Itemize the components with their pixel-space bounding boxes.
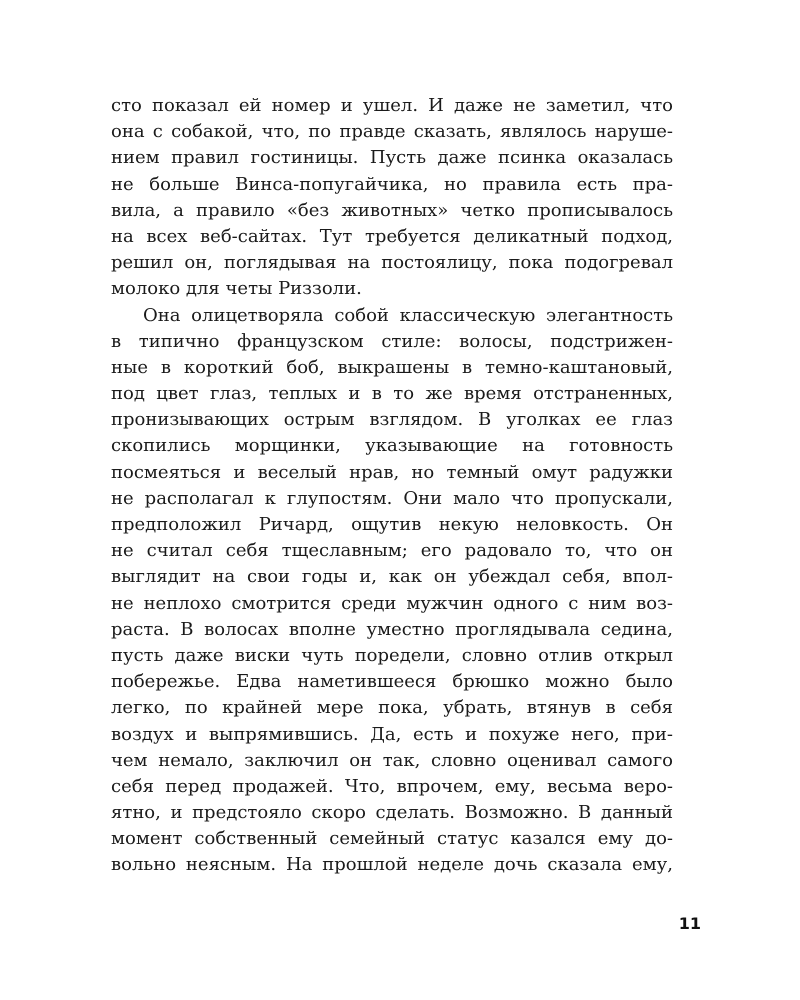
text-line: легко, по крайней мере пока, убрать, втянув в себя (111, 697, 673, 719)
text-line: пронизывающих острым взглядом. В уголках ее глаз (111, 409, 673, 431)
text-line: побережье. Едва наметившееся брюшко можно было (111, 671, 673, 693)
text-line: решил он, поглядывая на постоялицу, пока подогревал (111, 252, 673, 274)
text-line: она с собакой, что, по правде сказать, являлось наруше- (111, 121, 673, 143)
text-line: выглядит на свои годы и, как он убеждал себя, впол- (111, 566, 673, 588)
text-line: посмеяться и веселый нрав, но темный омут радужки (111, 461, 673, 483)
text-line: ные в короткий боб, выкрашены в темно-каштановый, (111, 356, 673, 378)
text-line: сто показал ей номер и ушел. И даже не заметил, что (111, 95, 673, 116)
text-line: себя перед продажей. Что, впрочем, ему, весьма веро- (111, 775, 673, 797)
text-line: ятно, и предстояло скоро сделать. Возможно. В данный (111, 802, 673, 824)
page-number: 11 (678, 914, 701, 933)
text-line: воздух и выпрямившись. Да, есть и похуже него, при- (111, 723, 673, 745)
text-line: предположил Ричард, ощутив некую неловкость. Он (111, 514, 673, 535)
text-line: раста. В волосах вполне уместно проглядывала седина, (111, 618, 673, 640)
text-line: под цвет глаз, теплых и в то же время отстраненных, (111, 383, 673, 405)
text-line: в типично французском стиле: волосы, подстрижен- (111, 330, 673, 352)
text-line: нием правил гостиницы. Пусть даже псинка оказалась (111, 147, 673, 169)
text-line: не считал себя тщеславным; его радовало то, что он (111, 540, 673, 562)
text-line: молоко для четы Риззоли. (111, 278, 362, 300)
text-line: вила, а правило «без животных» четко прописывалось (111, 199, 673, 221)
text-line: на всех веб-сайтах. Тут требуется деликатный подход, (111, 225, 673, 247)
text-line: не располагал к глупостям. Они мало что пропускали, (111, 487, 673, 509)
text-line: не больше Винса-попугайчика, но правила есть пра- (111, 173, 673, 195)
text-line: скопились морщинки, указывающие на готовность (111, 435, 673, 457)
text-line: вольно неясным. На прошлой неделе дочь сказала ему, (111, 854, 673, 876)
text-line: пусть даже виски чуть поредели, словно отлив открыл (111, 644, 673, 666)
body-text (111, 93, 673, 879)
text-line: не неплохо смотрится среди мужчин одного с ним воз- (111, 592, 673, 614)
text-line: чем немало, заключил он так, словно оценивал самого (111, 749, 673, 771)
text-line: Она олицетворяла собой классическую элегантность (143, 304, 673, 326)
text-line: момент собственный семейный статус казался ему до- (111, 828, 673, 850)
